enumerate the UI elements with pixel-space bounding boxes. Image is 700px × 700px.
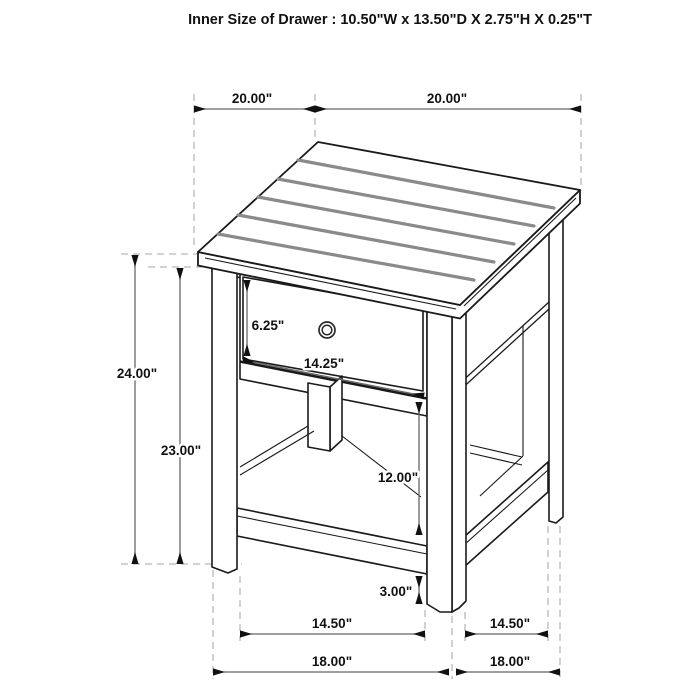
rear-left-leg-side [330, 376, 342, 451]
shelf-side-rail [455, 462, 548, 575]
dim-drawer-to-shelf: 12.00" [377, 470, 419, 485]
dim-base-width-front: 18.00" [311, 654, 353, 669]
dim-shelf-to-floor: 3.00" [379, 584, 413, 599]
end-table-drawing [198, 142, 580, 612]
dim-base-width-side: 18.00" [489, 654, 531, 669]
front-left-leg [212, 266, 237, 573]
page-title: Inner Size of Drawer : 10.50"W x 13.50"D X 2.75"H X 0.25"T [188, 12, 592, 28]
side-apron-edge [458, 302, 549, 385]
dim-drawer-height: 6.25" [251, 318, 285, 333]
dim-top-width-left: 20.00" [231, 91, 273, 106]
rear-left-leg [308, 383, 330, 451]
front-right-leg [427, 308, 452, 612]
dim-top-width-right: 20.00" [426, 91, 468, 106]
shelf-front-rail [237, 508, 427, 574]
dim-height-below-top: 23.00" [160, 443, 202, 458]
dim-leg-gap-side: 14.50" [489, 616, 531, 631]
front-frame [212, 266, 466, 612]
dim-overall-height: 24.00" [116, 366, 158, 381]
rear-right-leg [549, 215, 563, 523]
front-right-leg-side [452, 300, 466, 612]
dim-drawer-width: 14.25" [303, 356, 345, 371]
dim-leg-gap-front: 14.50" [311, 616, 353, 631]
